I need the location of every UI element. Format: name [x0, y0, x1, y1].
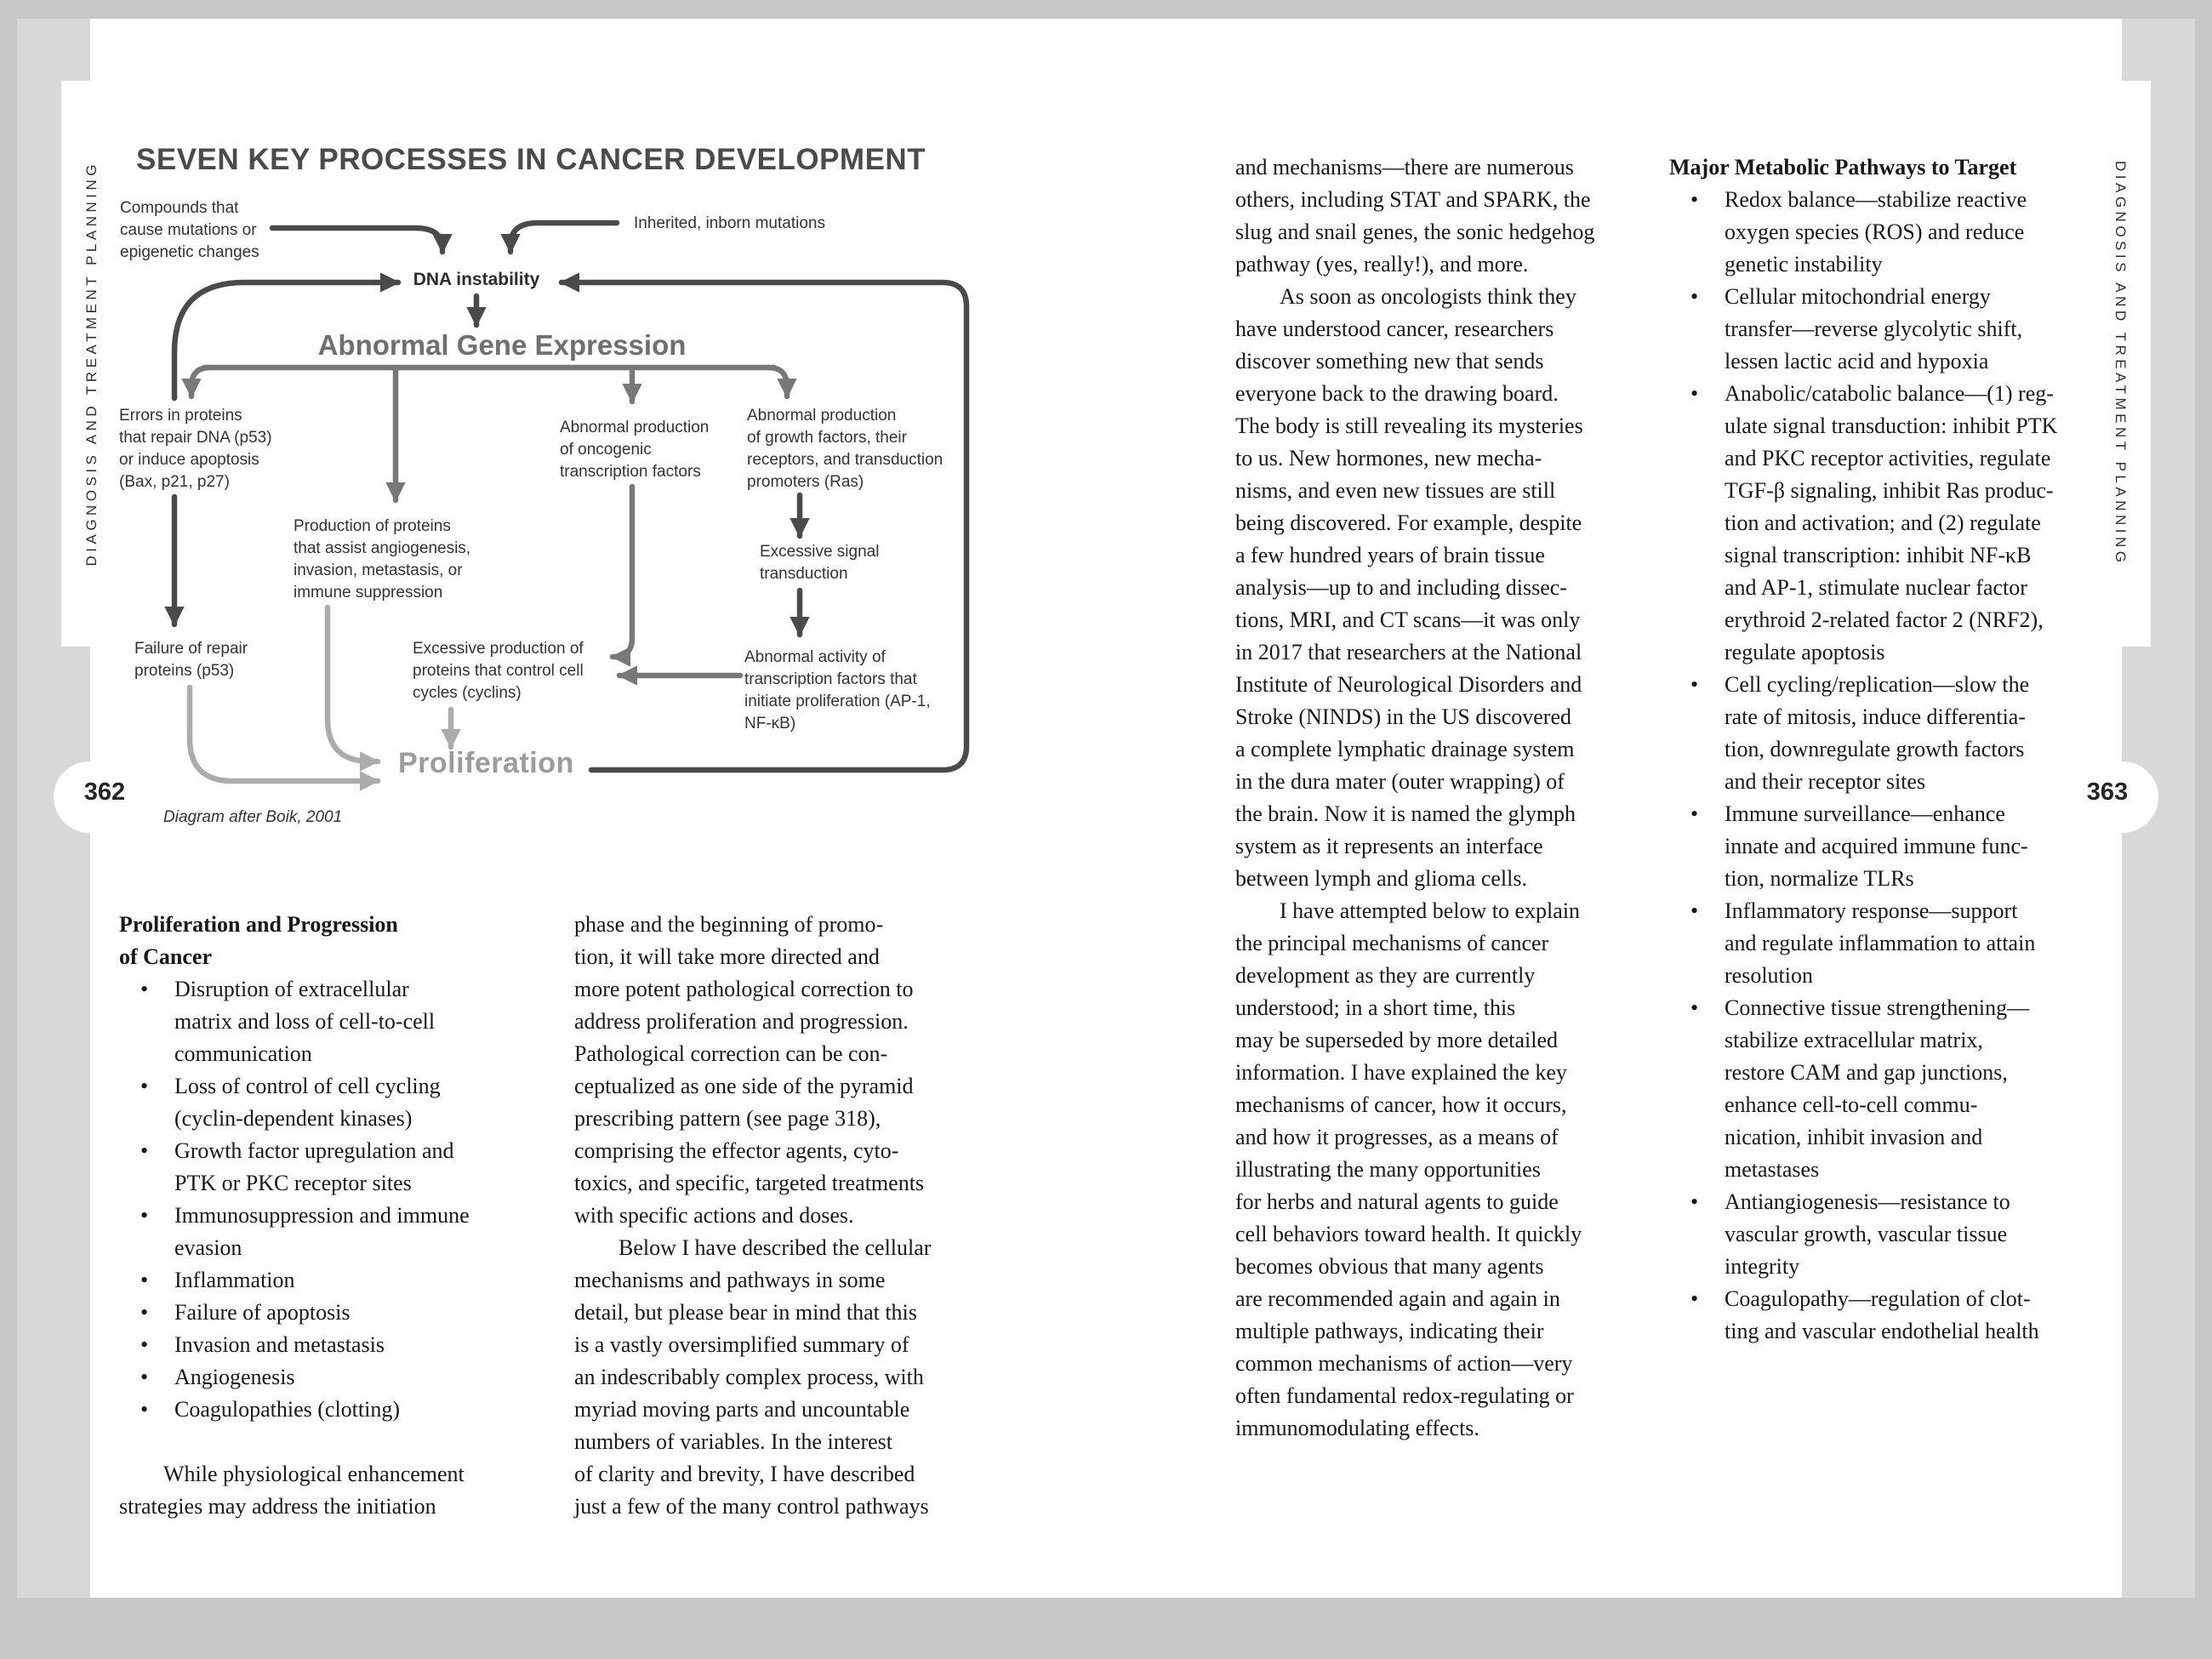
bullet-icon: •: [1690, 284, 1699, 309]
left-page-number: 362: [83, 778, 126, 806]
list-item: • Invasion and metastasis: [119, 1329, 549, 1361]
list-item: • Coagulopathies (clotting): [119, 1394, 549, 1426]
bullet-icon: •: [1690, 672, 1699, 697]
list-item: • Cell cycling/replication—slow the rate of mitosis, induce differentia- tion, downregulate growth factors and their receptor sites: [1669, 669, 2099, 798]
node-oncogenic: Abnormal production of oncogenic transcription factors: [560, 419, 710, 481]
bullet-icon: •: [140, 1268, 149, 1292]
bullet-icon: •: [1690, 381, 1699, 406]
node-compounds: Compounds that cause mutations or epigenetic changes: [120, 199, 259, 261]
list-item: • Failure of apoptosis: [119, 1297, 549, 1329]
node-proliferation: Proliferation: [398, 747, 574, 779]
list-item: • Loss of control of cell cycling (cyclin-dependent kinases): [119, 1070, 549, 1135]
bullet-icon: •: [1690, 898, 1699, 923]
bullet-icon: •: [140, 977, 149, 1001]
section-heading: Major Metabolic Pathways to Target: [1669, 155, 2017, 180]
book-spread: [17, 19, 2195, 1598]
arrow-bar-to-errors: [191, 368, 210, 396]
bullet-icon: •: [140, 1300, 149, 1325]
list-item: • Inflammatory response—support and regulate inflammation to attain resolution: [1669, 895, 2099, 992]
list-item: • Connective tissue strengthening— stabilize extracellular matrix, restore CAM and gap junctions, enhance cell-to-cell commu- nication, inhibit invasion and metastases: [1669, 992, 2099, 1186]
bullet-icon: •: [140, 1397, 149, 1422]
list-item: • Coagulopathy—regulation of clot- ting and vascular endothelial health: [1669, 1283, 2099, 1348]
right-chapter-tab-label: DIAGNOSIS AND TREATMENT PLANNING: [2112, 161, 2129, 567]
list-item: • Immunosuppression and immune evasion: [119, 1200, 549, 1264]
bullet-icon: •: [140, 1332, 149, 1357]
right-page-column-2: [1669, 151, 2099, 1348]
diagram-title: SEVEN KEY PROCESSES IN CANCER DEVELOPMENT: [136, 143, 926, 176]
node-growth-factors: Abnormal production of growth factors, their receptors, and transduction promoters (Ras): [747, 407, 944, 491]
right-page-number: 363: [2086, 778, 2129, 806]
arrow-bar-to-growth: [768, 368, 787, 396]
node-transcription-activity: Abnormal activity of transcription factors that initiate proliferation (AP-1, NF-κB): [744, 648, 931, 733]
paragraph: phase and the beginning of promo- tion, it will take more directed and more potent pathological correction to address proliferation and progression. Pathological correction can be con- ceptualized as one side of the pyramid prescribing pattern (see page 318), comprising the effector agents, cyto- toxics, and specific, targeted treatments with specific actions and doses. Below I have described the cellular mechanisms and pathways in some detail, but please bear in mind that this is a vastly oversimplified summary of an indescribably complex process, with myriad moving parts and uncountable numbers of variables. In the interest of clarity and brevity, I have described just a few of the many control pathways: [574, 912, 932, 1519]
arrow-compounds-to-dna: [272, 228, 442, 252]
arrow-inherited-to-dna: [510, 223, 617, 252]
bullet-icon: •: [1690, 1286, 1699, 1311]
bullet-icon: •: [1690, 187, 1699, 212]
node-signal-transduction: Excessive signal transduction: [760, 543, 880, 583]
arrow-production-to-proliferation: [328, 607, 378, 761]
bullet-icon: •: [1690, 1189, 1699, 1214]
section-heading: Proliferation and Progression of Cancer: [119, 912, 398, 969]
list-item: • Disruption of extracellular matrix and loss of cell-to-cell communication: [119, 973, 549, 1070]
list-item: • Anabolic/catabolic balance—(1) reg- ulate signal transduction: inhibit PTK and PKC receptor activities, regulate TGF-β signaling, inhibit Ras produc- tion and activation; and (2) regulate signal transcription: inhibit NF-κB and AP-1, stimulate nuclear factor erythroid 2-related factor 2 (NRF2), regulate apoptosis: [1669, 378, 2099, 669]
node-dna-instability: DNA instability: [413, 270, 540, 289]
node-repair-failure: Failure of repair proteins (p53): [134, 640, 248, 680]
node-inherited: Inherited, inborn mutations: [634, 214, 825, 232]
bullet-icon: •: [1690, 801, 1699, 826]
list-item: • Antiangiogenesis—resistance to vascular growth, vascular tissue integrity: [1669, 1186, 2099, 1283]
node-angiogenesis-proteins: Production of proteins that assist angiogenesis, invasion, metastasis, or immune suppression: [294, 517, 471, 601]
node-cyclins: Excessive production of proteins that control cell cycles (cyclins): [413, 640, 584, 702]
left-page-column-2: [574, 909, 1008, 1523]
list-item: • Cellular mitochondrial energy transfer—reverse glycolytic shift, lessen lactic acid and hypoxia: [1669, 281, 2099, 378]
node-errors: Errors in proteins that repair DNA (p53) or induce apoptosis (Bax, p21, p27): [119, 407, 272, 491]
paragraph: While physiological enhancement strategies may address the initiation: [119, 1462, 465, 1519]
list-item: • Redox balance—stabilize reactive oxygen species (ROS) and reduce genetic instability: [1669, 184, 2099, 281]
bullet-icon: •: [1690, 995, 1699, 1020]
list-item: • Inflammation: [119, 1264, 549, 1297]
arrow-oncogenic-to-cyclins: [613, 487, 632, 657]
bullet-icon: •: [140, 1365, 149, 1389]
arrow-failure-to-proliferation: [190, 687, 378, 781]
left-page-column-1: [119, 909, 549, 1523]
bullet-icon: •: [140, 1138, 149, 1163]
list-item: • Immune surveillance—enhance innate and acquired immune func- tion, normalize TLRs: [1669, 798, 2099, 895]
paragraph: and mechanisms—there are numerous others, including STAT and SPARK, the slug and snail genes, the sonic hedgehog pathway (yes, really!), and more. As soon as oncologists think they have understood cancer, researchers discover something new that sends everyone back to the drawing board. The body is still revealing its mysteries to us. New hormones, new mecha- nisms, and even new tissues are still being discovered. For example, despite a few hundred years of brain tissue analysis—up to and including dissec- tions, MRI, and CT scans—it was only in 2017 that researchers at the National Institute of Neurological Disorders and Stroke (NINDS) in the US discovered a complete lymphatic drainage system in the dura mater (outer wrapping) of the brain. Now it is named the glymph system as it represents an interface between lymph and glioma cells. I have attempted below to explain the principal mechanisms of cancer development as they are currently understood; in a short time, this may be superseded by more detailed information. I have explained the key mechanisms of cancer, how it occurs, and how it progresses, as a means of illustrating the many opportunities for herbs and natural agents to guide cell behaviors toward health. It quickly becomes obvious that many agents are recommended again and again in multiple pathways, indicating their common mechanisms of action—very often fundamental redox-regulating or immunomodulating effects.: [1235, 155, 1595, 1440]
list-item: • Angiogenesis: [119, 1361, 549, 1394]
left-chapter-tab-label: DIAGNOSIS AND TREATMENT PLANNING: [83, 161, 100, 567]
diagram-caption: Diagram after Boik, 2001: [163, 808, 343, 826]
node-gene-expression: Abnormal Gene Expression: [317, 329, 687, 361]
right-page-column-1: [1235, 151, 1665, 1445]
bullet-icon: •: [140, 1203, 149, 1228]
list-item: • Growth factor upregulation and PTK or PKC receptor sites: [119, 1135, 549, 1200]
bullet-icon: •: [140, 1074, 149, 1098]
